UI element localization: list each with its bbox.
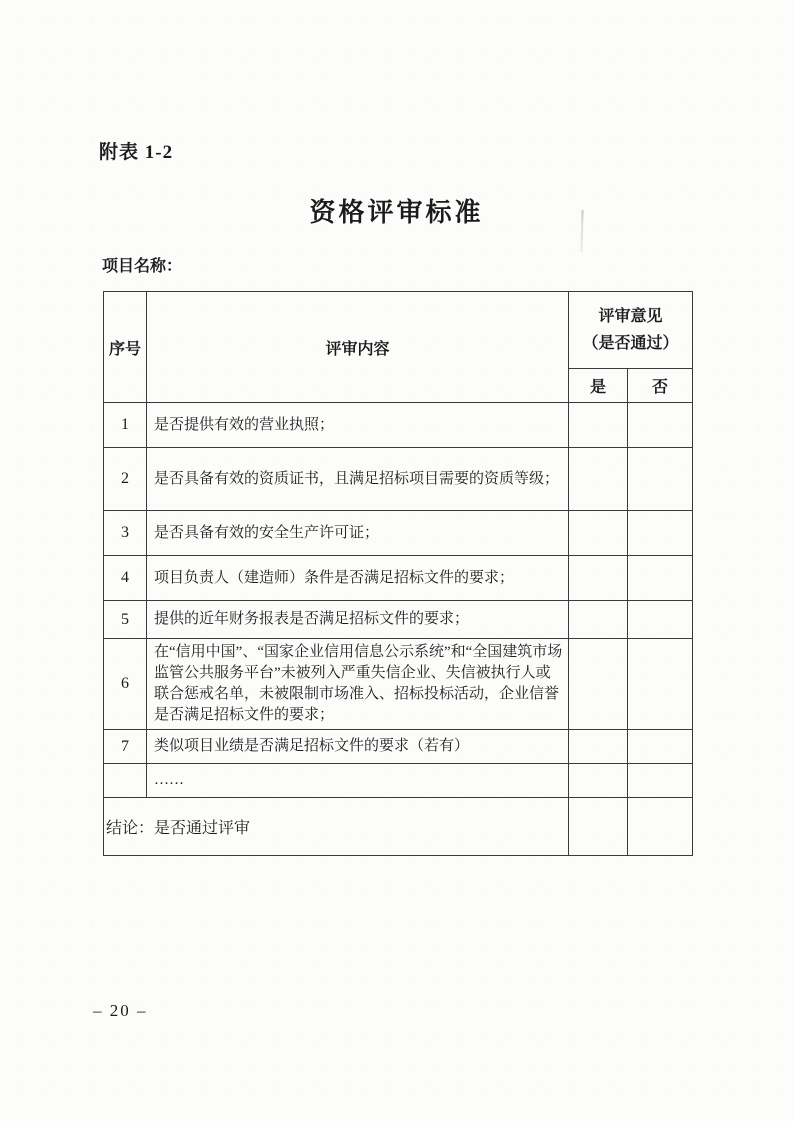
row-content: 提供的近年财务报表是否满足招标文件的要求； <box>147 601 569 639</box>
pass-cell <box>569 448 628 511</box>
pass-cell <box>569 639 628 730</box>
page-number: – 20 – <box>93 1001 148 1020</box>
fail-cell <box>628 601 693 639</box>
header-opinion-line2: （是否通过） <box>582 335 679 352</box>
header-no: 否 <box>628 369 693 403</box>
row-serial: 1 <box>104 403 147 448</box>
fail-cell <box>628 639 693 730</box>
table-row <box>104 556 693 601</box>
project-name-label: 项目名称： <box>102 258 183 275</box>
fail-cell <box>628 403 693 448</box>
row-serial: 2 <box>104 448 147 511</box>
fail-cell <box>628 798 693 856</box>
conclusion-label: 结论：是否通过评审 <box>104 798 569 856</box>
row-serial: 6 <box>104 639 147 730</box>
row-serial: 7 <box>104 730 147 764</box>
row-content: 在“信用中国”、“国家企业信用信息公示系统”和“全国建筑市场监管公共服务平台”未被列入严重失信企业、失信被执行人或联合惩戒名单，未被限制市场准入、招标投标活动，企业信誉是否满足招标文件的要求； <box>147 639 569 730</box>
header-opinion-line1: 评审意见 <box>598 308 663 325</box>
qualification-review-table <box>103 291 693 856</box>
row-content: 是否具备有效的资质证书，且满足招标项目需要的资质等级； <box>147 448 569 511</box>
table-row <box>104 601 693 639</box>
pass-cell <box>569 556 628 601</box>
conclusion-row <box>104 798 693 856</box>
table-row <box>104 764 693 798</box>
row-serial: 5 <box>104 601 147 639</box>
header-serial: 序号 <box>104 292 147 403</box>
table-row <box>104 639 693 730</box>
table-header-row-main <box>104 292 693 369</box>
row-serial: 4 <box>104 556 147 601</box>
table-row <box>104 403 693 448</box>
row-content: 类似项目业绩是否满足招标文件的要求（若有） <box>147 730 569 764</box>
row-content: 项目负责人（建造师）条件是否满足招标文件的要求； <box>147 556 569 601</box>
row-serial: 3 <box>104 511 147 556</box>
row-serial <box>104 764 147 798</box>
fail-cell <box>628 730 693 764</box>
fail-cell <box>628 448 693 511</box>
header-content: 评审内容 <box>147 292 569 403</box>
pass-cell <box>569 730 628 764</box>
pass-cell <box>569 798 628 856</box>
fail-cell <box>628 764 693 798</box>
row-content: 是否提供有效的营业执照； <box>147 403 569 448</box>
page-title: 资格评审标准 <box>309 198 484 227</box>
header-opinion <box>569 292 693 369</box>
fail-cell <box>628 511 693 556</box>
row-content: 是否具备有效的安全生产许可证； <box>147 511 569 556</box>
table-row <box>104 448 693 511</box>
header-yes: 是 <box>569 369 628 403</box>
appendix-label: 附表 1-2 <box>99 142 174 163</box>
table-row <box>104 511 693 556</box>
pass-cell <box>569 511 628 556</box>
pass-cell <box>569 601 628 639</box>
pass-cell <box>569 764 628 798</box>
scan-artifact-mark <box>580 210 583 252</box>
pass-cell <box>569 403 628 448</box>
fail-cell <box>628 556 693 601</box>
row-content: …… <box>147 764 569 798</box>
table-row <box>104 730 693 764</box>
